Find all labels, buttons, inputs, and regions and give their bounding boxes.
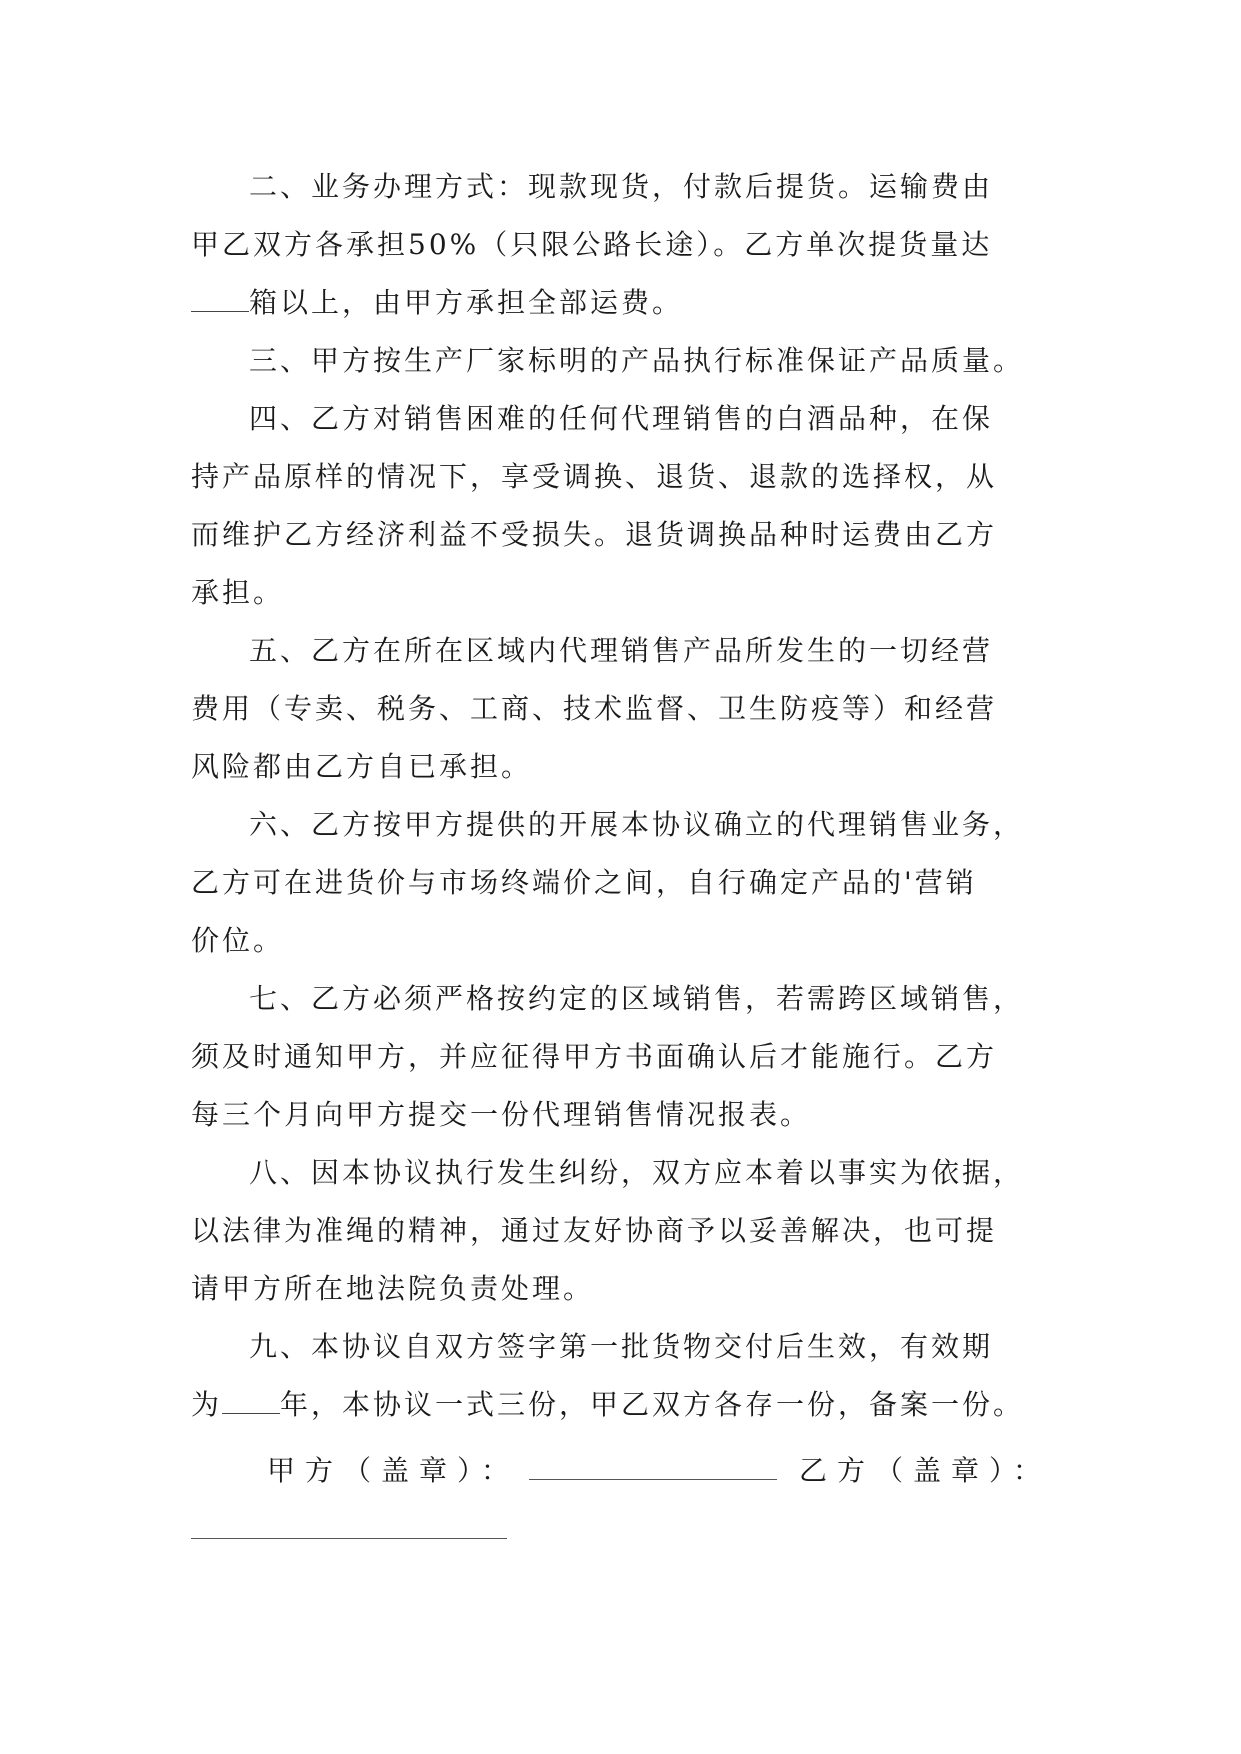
paragraph-text: 费用（专卖、税务、工商、技术监督、卫生防疫等）和经营	[191, 692, 998, 725]
paragraph-line	[191, 506, 1051, 564]
paragraph-text: 持产品原样的情况下，享受调换、退货、退款的选择权，从	[191, 460, 998, 493]
paragraph-text: 甲乙双方各承担50%（只限公路长途）。乙方单次提货量达	[191, 228, 993, 261]
paragraph-line	[191, 448, 1051, 506]
party-a-label: 甲方（盖章）：	[267, 1454, 520, 1487]
paragraph-line	[191, 1202, 1051, 1260]
paragraph-line	[191, 332, 1051, 390]
paragraph-line	[191, 1086, 1051, 1144]
paragraph-line	[191, 390, 1051, 448]
paragraph-text: 乙方可在进货价与市场终端价之间，自行确定产品的'营销	[191, 866, 977, 899]
party-a-signature-line	[529, 1445, 777, 1480]
paragraph-text: 而维护乙方经济利益不受损失。退货调换品种时运费由乙方	[191, 518, 998, 551]
paragraph-text: 二、业务办理方式：现款现货，付款后提货。运输费由	[249, 170, 994, 203]
fill-blank	[191, 275, 249, 312]
paragraph-text: 风险都由乙方自已承担。	[191, 750, 533, 783]
party-b-signature-line	[191, 1538, 507, 1539]
paragraph-line	[191, 970, 1051, 1028]
party-b-label: 乙方（盖章）：	[799, 1454, 1052, 1487]
paragraph-text: 以法律为准绳的精神，通过友好协商予以妥善解决，也可提	[191, 1214, 998, 1247]
paragraph-line	[191, 216, 1051, 274]
paragraph-text: 八、因本协议执行发生纠纷，双方应本着以事实为依据，	[249, 1156, 1025, 1189]
paragraph-line	[191, 622, 1051, 680]
paragraph-text: 承担。	[191, 576, 285, 609]
paragraph-line	[191, 854, 1051, 912]
paragraph-line	[191, 796, 1051, 854]
paragraph-text: 箱以上，由甲方承担全部运费。	[249, 286, 684, 319]
paragraph-line	[191, 680, 1051, 738]
fill-blank	[222, 1377, 280, 1414]
paragraph-line	[191, 738, 1051, 796]
paragraph-text: 须及时通知甲方，并应征得甲方书面确认后才能施行。乙方	[191, 1040, 998, 1073]
paragraph-text: 三、甲方按生产厂家标明的产品执行标准保证产品质量。	[249, 344, 1025, 377]
paragraph-text: 请甲方所在地法院负责处理。	[191, 1272, 595, 1305]
paragraph-line	[191, 1028, 1051, 1086]
paragraph-line	[191, 1144, 1051, 1202]
paragraph-line	[191, 274, 1051, 332]
paragraph-text: 六、乙方按甲方提供的开展本协议确立的代理销售业务，	[249, 808, 1025, 841]
paragraph-text: 年，本协议一式三份，甲乙双方各存一份，备案一份。	[280, 1388, 1025, 1421]
paragraph-text: 九、本协议自双方签字第一批货物交付后生效，有效期	[249, 1330, 994, 1363]
paragraph-line	[191, 564, 1051, 622]
paragraph-text: 七、乙方必须严格按约定的区域销售，若需跨区域销售，	[249, 982, 1025, 1015]
paragraph-text: 为	[191, 1388, 223, 1421]
paragraph-text: 四、乙方对销售困难的任何代理销售的白酒品种，在保	[249, 402, 994, 435]
paragraph-line	[191, 1318, 1051, 1376]
paragraph-text: 价位。	[191, 924, 285, 957]
paragraph-line	[191, 1260, 1051, 1318]
paragraph-line	[191, 1376, 1051, 1434]
document-body	[191, 158, 1051, 1434]
paragraph-text: 五、乙方在所在区域内代理销售产品所发生的一切经营	[249, 634, 994, 667]
paragraph-line	[191, 912, 1051, 970]
signature-row	[267, 1442, 1067, 1500]
paragraph-text: 每三个月向甲方提交一份代理销售情况报表。	[191, 1098, 812, 1131]
paragraph-line	[191, 158, 1051, 216]
